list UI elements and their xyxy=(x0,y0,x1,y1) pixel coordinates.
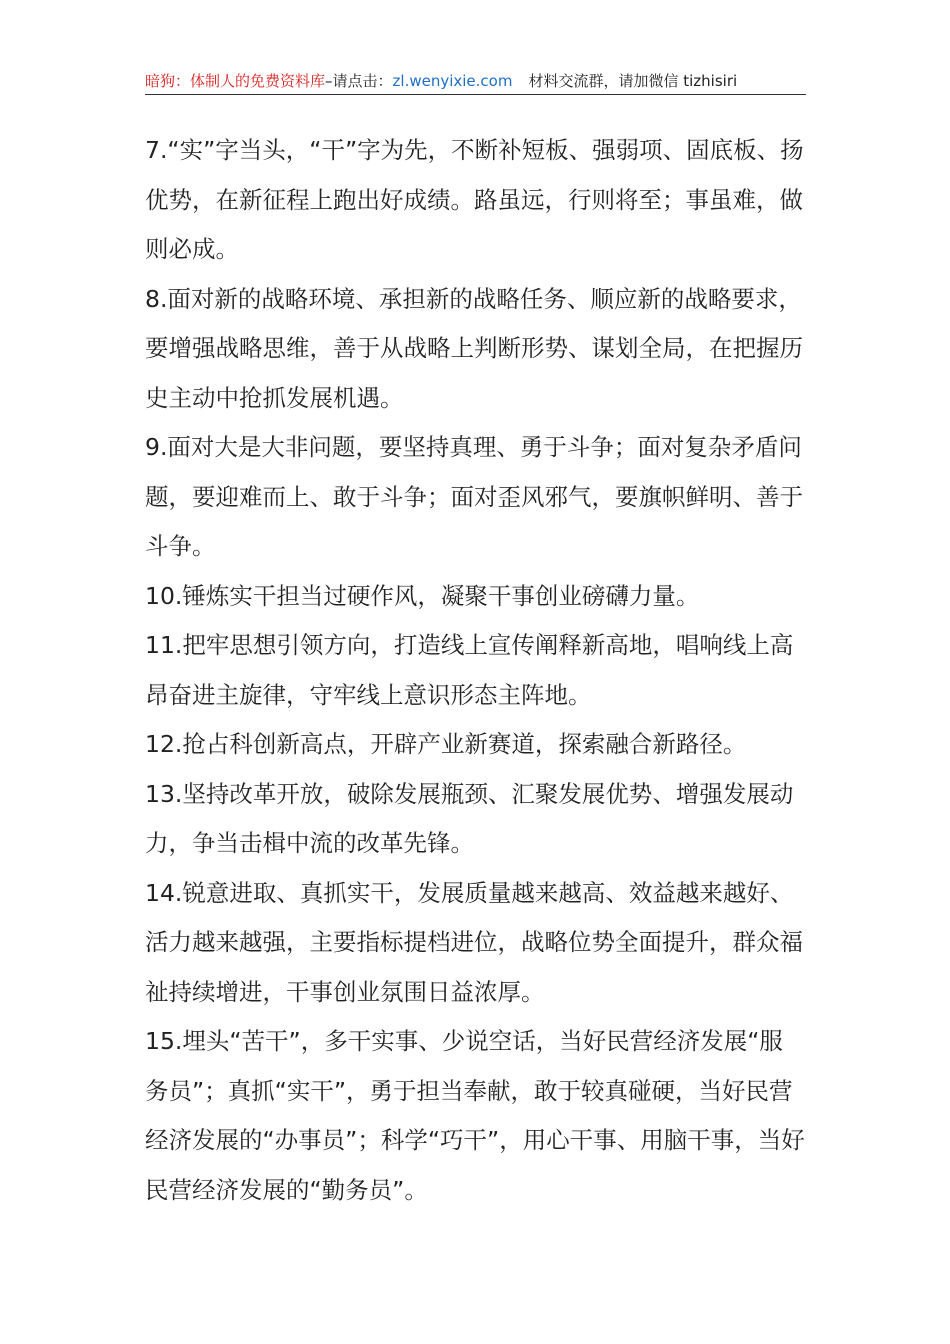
paragraph-9: 9.面对大是大非问题，要坚持真理、勇于斗争；面对复杂矛盾问题，要迎难而上、敢于斗争；面对歪风邪气，要旗帜鲜明、善于斗争。 xyxy=(145,433,803,560)
paragraph-7: 7.“实”字当头，“干”字为先，不断补短板、强弱项、固底板、扬优势，在新征程上跑出好成绩。路虽远，行则将至；事虽难，做则必成。 xyxy=(145,136,804,263)
header-wechat-text: 材料交流群，请加微信 tizhisiri xyxy=(528,72,738,90)
document-body xyxy=(145,126,805,1215)
paragraph-8: 8.面对新的战略环境、承担新的战略任务、顺应新的战略要求，要增强战略思维，善于从战略上判断形势、谋划全局，在把握历史主动中抢抓发展机遇。 xyxy=(145,284,803,412)
paragraph-13: 13.坚持改革开放，破除发展瓶颈、汇聚发展优势、增强发展动力，争当击楫中流的改革先锋。 xyxy=(145,779,794,857)
header-site-link[interactable]: zl.wenyixie.com xyxy=(392,72,513,90)
header-brand-text: 暗狗：体制人的免费资料库 xyxy=(145,72,326,90)
page-header xyxy=(145,68,806,95)
header-prompt-text: –请点击： xyxy=(325,72,393,90)
paragraph-12: 12.抢占科创新高点，开辟产业新赛道，探索融合新路径。 xyxy=(145,730,747,758)
paragraph-14: 14.锐意进取、真抓实干，发展质量越来越高、效益越来越好、活力越来越强，主要指标提档进位，战略位势全面提升，群众福祉持续增进，干事创业氛围日益浓厚。 xyxy=(145,878,803,1006)
paragraph-11: 11.把牢思想引领方向，打造线上宣传阐释新高地，唱响线上高昂奋进主旋律，守牢线上意识形态主阵地。 xyxy=(145,631,794,709)
paragraph-15: 15.埋头“苦干”，多干实事、少说空话，当好民营经济发展“服务员”；真抓“实干”，勇于担当奉献，敢于较真碰硬，当好民营经济发展的“办事员”；科学“巧干”，用心干事、用脑干事，当好民营经济发展的“勤务员”。 xyxy=(145,1027,805,1204)
paragraph-10: 10.锤炼实干担当过硬作风，凝聚干事创业磅礴力量。 xyxy=(145,581,700,610)
